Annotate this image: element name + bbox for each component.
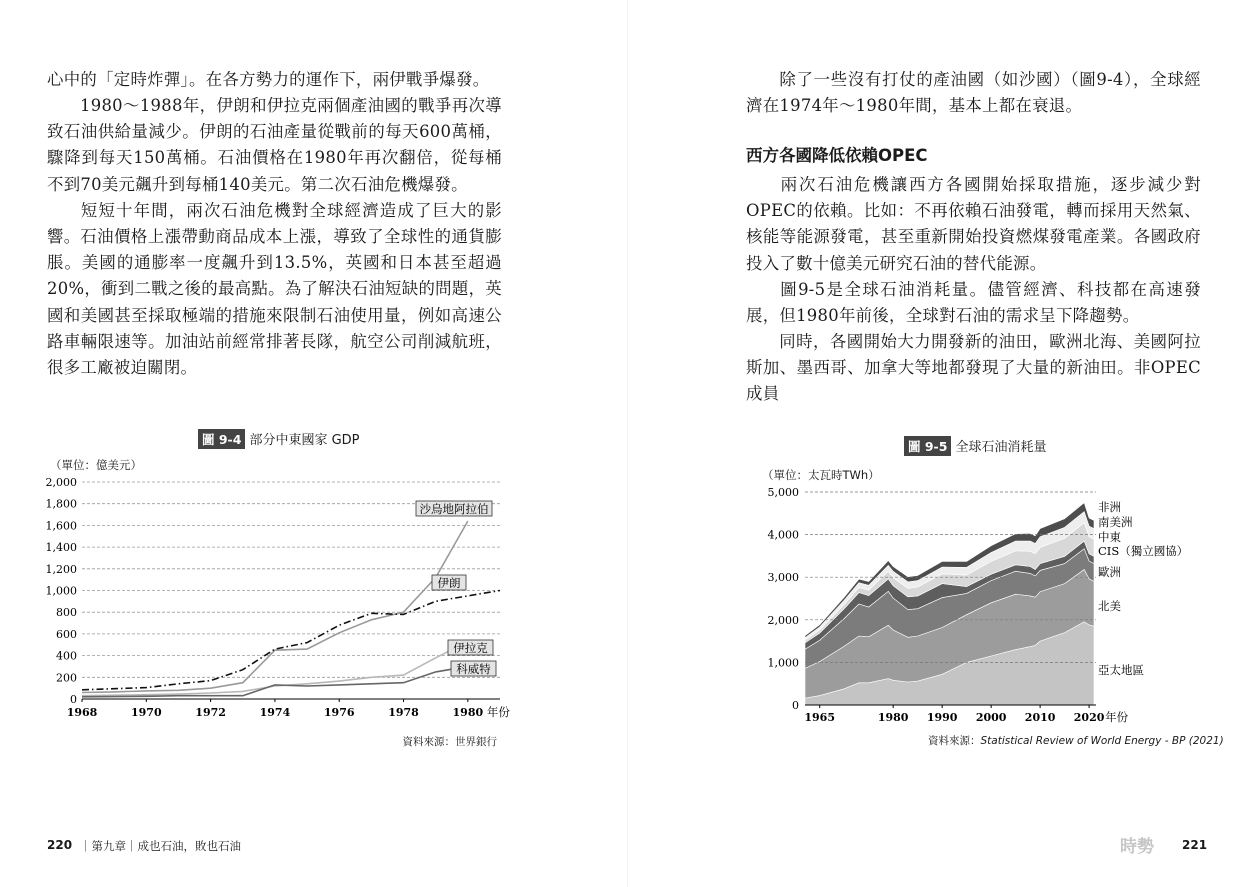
y-tick-label: 600 (56, 627, 77, 641)
paragraph: 同時，各國開始大力開發新的油田，歐洲北海、美國阿拉斯加、墨西哥、加拿大等地都發現了大量的新油田。非OPEC成員 (746, 332, 1201, 404)
figure-9-5-title (904, 436, 1046, 456)
series-label: 非洲 (1098, 500, 1121, 514)
x-tick-label: 1970 (130, 706, 162, 719)
paragraph: 除了一些沒有打仗的產油國（如沙國）（圖9-4），全球經濟在1974年～1980年間，基本上都在衰退。 (746, 70, 1201, 116)
y-tick-label: 5,000 (767, 486, 799, 499)
page-number: 221 (1182, 838, 1208, 852)
paragraph: 石油價格上漲帶動商品成本上漲，導致了全球性的通貨膨脹。美國的通膨率一度飆升到13.5%，英國和日本甚至超過20%，衝到二戰之後的最高點。為了解決石油短缺的問題，英國和美國甚至採取極端的措施來限制石油使用量，例如高速公路車輛限速等。加油站前經常排著長隊，航空公司削減航班，很多工廠被迫關閉。 (47, 227, 502, 378)
x-tick-label: 1968 (66, 706, 98, 719)
series-label: 北美 (1098, 599, 1121, 613)
y-tick-label: 2,000 (767, 613, 799, 627)
paragraph: 心中的「定時炸彈」。在各方勢力的運作下，兩伊戰爭爆發。 (47, 70, 490, 89)
x-tick-label: 1980 (877, 711, 909, 724)
series-label: 亞太地區 (1098, 663, 1144, 677)
y-tick-label: 2,000 (45, 476, 77, 489)
x-axis-unit-label: 年份 (1105, 710, 1129, 724)
series-label: 伊拉克 (453, 641, 488, 655)
y-tick-label: 1,800 (45, 497, 77, 511)
figure-source: 資料來源：Statistical Review of World Energy - BP (2021) (928, 735, 1224, 747)
x-tick-label: 1974 (259, 706, 291, 719)
figure-title-text: 全球石油消耗量 (955, 440, 1047, 455)
figure-source: 資料來源：世界銀行 (402, 736, 497, 748)
figure-title-text: 部分中東國家 GDP (249, 433, 360, 448)
x-tick-label: 2010 (1024, 711, 1056, 724)
series-label: 科威特 (456, 662, 491, 676)
y-tick-label: 1,200 (45, 562, 77, 576)
figure-9-4-title (198, 429, 360, 449)
x-tick-label: 1972 (195, 706, 226, 719)
y-tick-label: 400 (56, 649, 77, 663)
x-tick-label: 1990 (926, 711, 958, 724)
series-label: 沙烏地阿拉伯 (419, 502, 489, 516)
y-tick-label: 4,000 (767, 528, 799, 542)
chart-unit-label: （單位：太瓦時TWh） (762, 468, 880, 482)
paragraph: 圖9-5是全球石油消耗量。儘管經濟、科技都在高速發展，但1980年前後，全球對石油的需求呈下降趨勢。 (746, 280, 1201, 326)
chapter-title: ｜第九章｜成也石油，敗也石油 (80, 839, 241, 853)
y-tick-label: 3,000 (767, 571, 799, 585)
left-page (0, 0, 627, 887)
series-label: 伊朗 (437, 576, 461, 590)
oil-consumption-area-chart (628, 475, 1255, 730)
series-label: 歐洲 (1098, 565, 1121, 579)
series-label: CIS（獨立國協） (1098, 544, 1189, 558)
y-tick-label: 200 (56, 671, 77, 685)
paragraph: 兩次石油危機讓西方各國開始採取措施，逐步減少對OPEC的依賴。比如：不再依賴石油發電，轉而採用天然氣、核能等能源發電，甚至重新開始投資燃煤發電產業。各國政府投入了數十億美元研究石油的替代能源。 (746, 175, 1201, 273)
y-tick-label: 0 (792, 699, 799, 712)
series-line (82, 591, 500, 690)
x-tick-label: 2000 (975, 711, 1007, 724)
y-tick-label: 800 (56, 606, 77, 620)
y-tick-label: 1,600 (45, 519, 77, 533)
y-tick-label: 0 (70, 693, 77, 706)
x-tick-label: 1976 (323, 706, 355, 719)
publisher-logo: 時勢 (1120, 837, 1154, 857)
x-tick-label: 1965 (804, 711, 836, 724)
page-number: 220 (47, 838, 73, 852)
y-tick-label: 1,000 (767, 656, 799, 670)
figure-badge: 圖 9-5 (904, 436, 951, 456)
y-tick-label: 1,400 (45, 541, 77, 555)
figure-badge: 圖 9-4 (198, 429, 245, 449)
right-page (628, 0, 1255, 887)
series-label: 中東 (1098, 530, 1121, 544)
gdp-line-chart (0, 470, 627, 730)
x-tick-label: 1978 (388, 706, 419, 719)
chart-unit-label: （單位：億美元） (50, 458, 142, 472)
paragraph: 短短十年間，兩次石油危機對全球經濟造成了巨大的影響。 (47, 201, 502, 247)
x-tick-label: 2020 (1073, 711, 1105, 724)
x-axis-unit-label: 年份 (486, 705, 510, 719)
section-heading: 西方各國降低依賴OPEC (746, 146, 928, 165)
y-tick-label: 1,000 (45, 584, 77, 598)
paragraph: 1980～1988年，伊朗和伊拉克兩個產油國的戰爭再次導致石油供給量減少。伊朗的石油產量從戰前的每天600萬桶，驟降到每天150萬桶。石油價格在1980年再次翻倍，從每桶不到70美元飆升到每桶140美元。第二次石油危機爆發。 (47, 96, 502, 194)
x-tick-label: 1980 (452, 706, 484, 719)
series-label: 南美洲 (1098, 515, 1133, 529)
